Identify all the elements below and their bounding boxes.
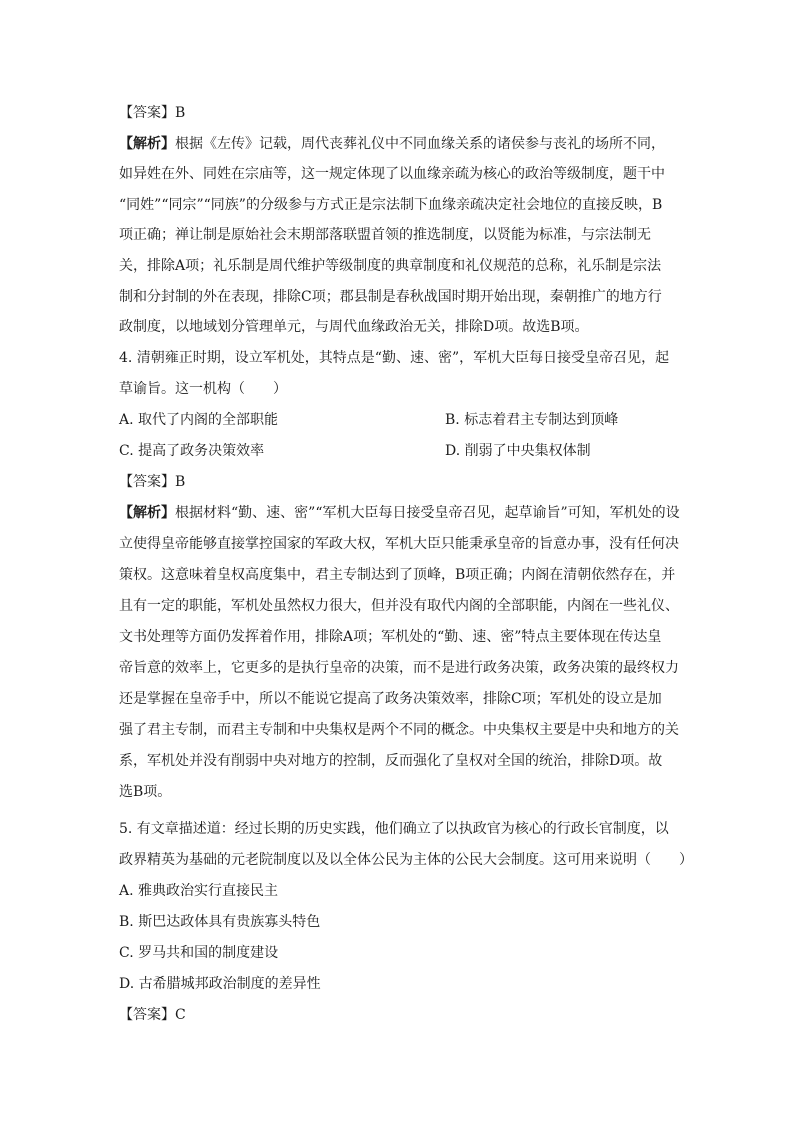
q4-analysis-line-8: 强了君主专制，而君主专制和中央集权是两个不同的概念。中央集权主要是中央和地方的关	[119, 722, 679, 738]
q4-analysis-label: 【解析】	[119, 505, 175, 521]
q3-analysis-line-6: 制和分封制的外在表现，排除C项；郡县制是春秋战国时期开始出现，秦朝推广的地方行	[119, 289, 662, 305]
q4-analysis-line-4: 且有一定的职能，军机处虽然权力很大，但并没有取代内阁的全部职能，内阁在一些礼仪、	[119, 598, 679, 614]
q3-analysis-line-5: 关，排除A项；礼乐制是周代维护等级制度的典章制度和礼仪规范的总称，礼乐制是宗法	[119, 258, 662, 274]
q4-analysis-line-6: 帝旨意的效率上，它更多的是执行皇帝的决策，而不是进行政务决策，政务决策的最终权力	[119, 660, 679, 676]
q4-analysis-line-1	[119, 505, 680, 521]
q4-answer: 【答案】B	[119, 474, 186, 490]
q5-stem-line-2: 政界精英为基础的元老院制度以及以全体公民为主体的公民大会制度。这可用来说明（ ）	[119, 852, 693, 868]
q5-option-c: C. 罗马共和国的制度建设	[119, 945, 279, 961]
q4-analysis-line-10: 选B项。	[119, 784, 172, 800]
q3-analysis-line-7: 政制度，以地域划分管理单元，与周代血缘政治无关，排除D项。故选B项。	[119, 319, 589, 335]
q5-option-d: D. 古希腊城邦政治制度的差异性	[119, 976, 321, 992]
q4-option-a: A. 取代了内阁的全部职能	[119, 412, 279, 428]
q4-option-b: B. 标志着君主专制达到顶峰	[445, 412, 619, 428]
q4-stem-line-2: 草谕旨。这一机构（ ）	[119, 381, 287, 397]
q4-stem-line-1: 4. 清朝雍正时期，设立军机处，其特点是“勤、速、密”，军机大臣每日接受皇帝召见，起	[119, 350, 670, 366]
q3-analysis-line-3: “同姓”“同宗”“同族”的分级参与方式正是宗法制下血缘亲疏决定社会地位的直接反映，B	[119, 197, 663, 213]
q5-option-a: A. 雅典政治实行直接民主	[119, 883, 279, 899]
q4-analysis-line-9: 系，军机处并没有削弱中央对地方的控制，反而强化了皇权对全国的统治，排除D项。故	[119, 753, 663, 769]
q4-option-c: C. 提高了政务决策效率	[119, 443, 265, 459]
q4-analysis-line-3: 策权。这意味着皇权高度集中，君主专制达到了顶峰，B项正确；内阁在清朝依然存在，并	[119, 567, 676, 583]
q3-analysis-text-1: 根据《左传》记载，周代丧葬礼仪中不同血缘关系的诸侯参与丧礼的场所不同，	[175, 136, 665, 152]
q3-analysis-label: 【解析】	[119, 136, 175, 152]
q3-answer: 【答案】B	[119, 105, 186, 121]
q4-analysis-text-1: 根据材料“勤、速、密”“军机大臣每日接受皇帝召见，起草谕旨”可知，军机处的设	[175, 505, 680, 521]
q3-analysis-line-4: 项正确；禅让制是原始社会末期部落联盟首领的推选制度，以贤能为标准，与宗法制无	[119, 227, 651, 243]
q4-analysis-line-2: 立使得皇帝能够直接掌控国家的军政大权，军机大臣只能秉承皇帝的旨意办事，没有任何决	[119, 536, 679, 552]
q5-answer: 【答案】C	[119, 1007, 186, 1023]
q4-analysis-line-5: 文书处理等方面仍发挥着作用，排除A项；军机处的“勤、速、密”特点主要体现在传达皇	[119, 629, 662, 645]
q3-analysis-line-1	[119, 136, 665, 152]
q5-stem-line-1: 5. 有文章描述道：经过长期的历史实践，他们确立了以执政官为核心的行政长官制度，以	[119, 821, 669, 837]
q3-analysis-line-2: 如异姓在外、同姓在宗庙等，这一规定体现了以血缘亲疏为核心的政治等级制度，题干中	[119, 166, 665, 182]
q4-analysis-line-7: 还是掌握在皇帝手中，所以不能说它提高了政务决策效率，排除C项；军机处的设立是加	[119, 691, 662, 707]
q4-option-d: D. 削弱了中央集权体制	[445, 443, 591, 459]
q5-option-b: B. 斯巴达政体具有贵族寡头特色	[119, 914, 321, 930]
